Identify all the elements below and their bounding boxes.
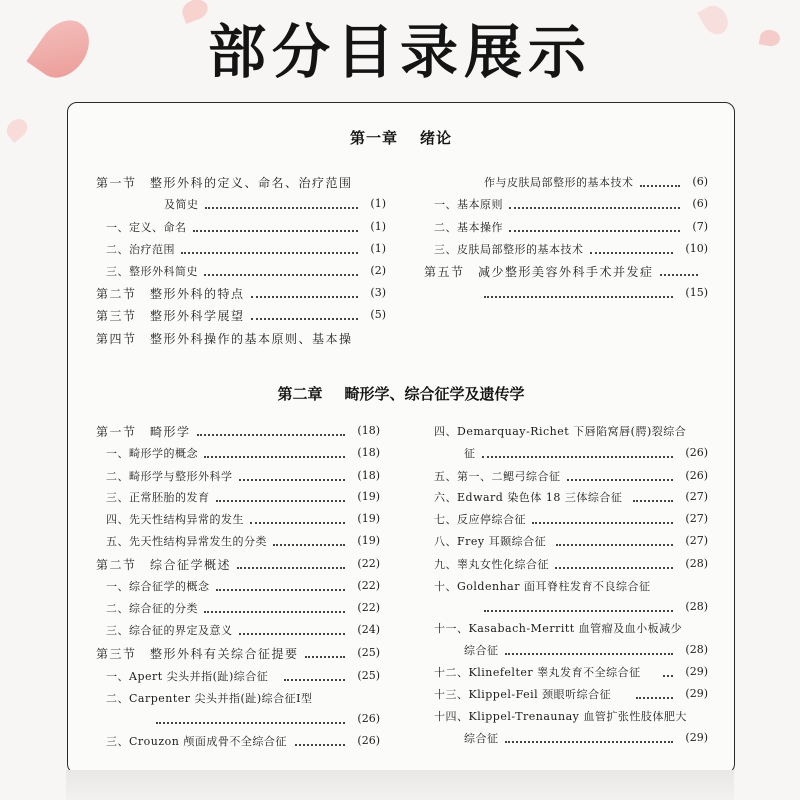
toc-subsection-title: 十、Goldenhar 面耳脊柱发育不良综合征 [434, 580, 651, 593]
toc-subsection-title: 三、皮肤局部整形的基本技术 [434, 243, 584, 256]
chapter-2-heading [68, 383, 734, 404]
toc-subsection-title: 综合征 [464, 644, 499, 657]
toc-page-number: (18) [357, 469, 380, 482]
toc-subsection-title: 作与皮肤局部整形的基本技术 [484, 176, 634, 189]
toc-leader-dots [295, 744, 345, 746]
toc-leader-dots [239, 479, 345, 481]
toc-leader-dots [204, 274, 358, 276]
toc-subsection-title: 一、定义、命名 [106, 221, 187, 234]
toc-leader-dots [251, 318, 358, 320]
toc-leader-dots [660, 274, 699, 276]
toc-leader-dots [567, 479, 673, 481]
toc-subsection-title: 二、治疗范围 [106, 243, 175, 256]
toc-subsection-title: 综合征 [464, 732, 499, 745]
toc-page-number: (6) [692, 197, 708, 210]
toc-section-title: 第四节 整形外科操作的基本原则、基本操 [96, 332, 353, 346]
toc-section-title: 第五节 减少整形美容外科手术并发症 [424, 265, 654, 279]
toc-leader-dots [239, 633, 345, 635]
toc-subsection-title: 二、畸形学与整形外科学 [106, 470, 233, 483]
toc-subsection-title: 二、综合征的分类 [106, 602, 198, 615]
toc-leader-dots [590, 252, 673, 254]
toc-subsection-title: 五、第一、二鳃弓综合征 [434, 470, 561, 483]
toc-page-number: (27) [685, 534, 708, 547]
toc-panel [67, 102, 735, 774]
toc-leader-dots [556, 544, 673, 546]
toc-subsection-title: 及简史 [164, 198, 199, 211]
toc-page-number: (22) [357, 579, 380, 592]
toc-leader-dots [509, 230, 680, 232]
toc-leader-dots [204, 611, 345, 613]
toc-page-number: (1) [370, 197, 386, 210]
toc-page-number: (19) [357, 534, 380, 547]
toc-page-number: (18) [357, 446, 380, 459]
toc-page-number: (1) [370, 242, 386, 255]
toc-page-number: (22) [357, 601, 380, 614]
toc-page-number: (26) [685, 446, 708, 459]
petal-decoration [3, 115, 31, 143]
toc-leader-dots [640, 185, 680, 187]
toc-leader-dots [284, 679, 345, 681]
toc-page-number: (25) [357, 669, 380, 682]
chapter-title: 绪论 [420, 129, 453, 147]
toc-page-number: (6) [692, 175, 708, 188]
toc-subsection-title: 一、Apert 尖头并指(趾)综合征 [106, 670, 269, 683]
toc-leader-dots [156, 722, 345, 724]
toc-subsection-title: 征 [464, 447, 476, 460]
toc-page-number: (19) [357, 490, 380, 503]
toc-page-number: (26) [357, 734, 380, 747]
toc-section-title: 第二节 整形外科的特点 [96, 287, 245, 301]
toc-page-number: (22) [357, 557, 380, 570]
toc-leader-dots [197, 434, 345, 436]
toc-subsection-title: 一、综合征学的概念 [106, 580, 210, 593]
toc-leader-dots [636, 697, 673, 699]
toc-page-number: (18) [357, 424, 380, 437]
toc-subsection-title: 四、Demarquay-Richet 下唇陷窝唇(腭)裂综合 [434, 425, 687, 438]
toc-section-title: 第二节 综合征学概述 [96, 558, 232, 572]
toc-page-number: (28) [685, 643, 708, 656]
toc-leader-dots [505, 741, 673, 743]
toc-section-title: 第一节 畸形学 [96, 425, 191, 439]
toc-page-number: (29) [685, 731, 708, 744]
toc-subsection-title: 四、先天性结构异常的发生 [106, 513, 244, 526]
toc-subsection-title: 八、Frey 耳颞综合征 [434, 535, 547, 548]
toc-leader-dots [181, 252, 358, 254]
toc-leader-dots [216, 589, 345, 591]
toc-subsection-title: 二、基本操作 [434, 221, 503, 234]
toc-leader-dots [250, 522, 345, 524]
toc-subsection-title: 三、Crouzon 颅面成骨不全综合征 [106, 735, 287, 748]
chapter-number: 第二章 [277, 385, 323, 403]
toc-leader-dots [204, 456, 345, 458]
toc-leader-dots [205, 207, 358, 209]
toc-leader-dots [193, 230, 358, 232]
toc-page-number: (15) [685, 286, 708, 299]
page-title: 部分目录展示 [207, 18, 592, 86]
toc-page-number: (28) [685, 600, 708, 613]
toc-leader-dots [484, 296, 673, 298]
toc-subsection-title: 一、畸形学的概念 [106, 447, 198, 460]
toc-page-number: (2) [370, 264, 386, 277]
toc-page-number: (26) [357, 712, 380, 725]
toc-subsection-title: 二、Carpenter 尖头并指(趾)综合征Ⅰ型 [106, 692, 313, 705]
toc-subsection-title: 三、综合征的界定及意义 [106, 624, 233, 637]
toc-page-number: (27) [685, 512, 708, 525]
toc-subsection-title: 十一、Kasabach-Merritt 血管瘤及血小板减少 [434, 622, 683, 635]
toc-page-number: (24) [357, 623, 380, 636]
chapter-1-heading [68, 127, 734, 148]
toc-page-number: (5) [370, 308, 386, 321]
toc-subsection-title: 十二、Klinefelter 睾丸发育不全综合征 [434, 666, 641, 679]
chapter-title: 畸形学、综合征学及遗传学 [344, 385, 525, 403]
toc-page-number: (28) [685, 557, 708, 570]
background-texture [66, 770, 734, 800]
toc-subsection-title: 六、Edward 染色体 18 三体综合征 [434, 491, 623, 504]
toc-page-number: (1) [370, 220, 386, 233]
toc-page-number: (26) [685, 469, 708, 482]
toc-section-title: 第三节 整形外科有关综合征提要 [96, 647, 299, 661]
toc-section-title: 第三节 整形外科学展望 [96, 309, 245, 323]
toc-page-number: (29) [685, 665, 708, 678]
toc-leader-dots [482, 456, 673, 458]
toc-subsection-title: 十三、Klippel-Feil 颈眼听综合征 [434, 688, 612, 701]
toc-leader-dots [216, 500, 345, 502]
toc-subsection-title: 五、先天性结构异常发生的分类 [106, 535, 267, 548]
toc-subsection-title: 一、基本原则 [434, 198, 503, 211]
toc-section-title: 第一节 整形外科的定义、命名、治疗范围 [96, 176, 353, 190]
toc-page-number: (7) [692, 220, 708, 233]
toc-leader-dots [237, 567, 345, 569]
toc-leader-dots [484, 610, 673, 612]
toc-subsection-title: 三、正常胚胎的发育 [106, 491, 210, 504]
toc-leader-dots [633, 500, 673, 502]
toc-page-number: (19) [357, 512, 380, 525]
toc-page-number: (3) [370, 286, 386, 299]
toc-page-number: (10) [685, 242, 708, 255]
toc-subsection-title: 七、反应停综合征 [434, 513, 526, 526]
toc-leader-dots [532, 522, 673, 524]
toc-subsection-title: 九、睾丸女性化综合征 [434, 558, 549, 571]
toc-leader-dots [251, 296, 358, 298]
toc-page-number: (29) [685, 687, 708, 700]
toc-leader-dots [509, 207, 680, 209]
toc-leader-dots [273, 544, 345, 546]
toc-subsection-title: 十四、Klippel-Trenaunay 血管扩张性肢体肥大 [434, 710, 687, 723]
chapter-number: 第一章 [349, 129, 398, 147]
toc-subsection-title: 三、整形外科简史 [106, 265, 198, 278]
toc-leader-dots [555, 567, 673, 569]
toc-leader-dots [663, 675, 673, 677]
toc-page-number: (27) [685, 490, 708, 503]
toc-leader-dots [305, 656, 345, 658]
toc-leader-dots [505, 653, 673, 655]
toc-page-number: (25) [357, 646, 380, 659]
